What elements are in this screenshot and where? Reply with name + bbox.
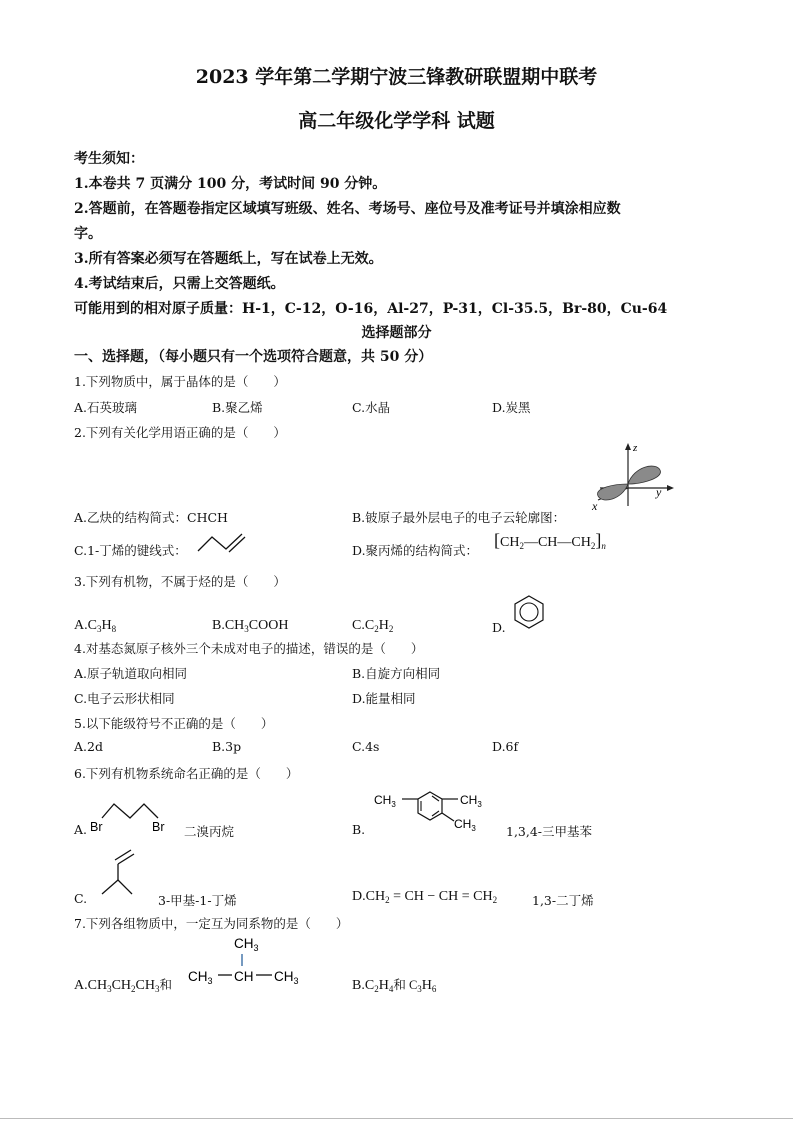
q5-option-d: D.6f <box>492 739 519 754</box>
svg-text:CH3: $CH_3$ <box>374 793 396 809</box>
q2-option-a: A.乙炔的结构简式：CHCH <box>74 510 228 525</box>
q2-stem: 2.下列有关化学用语正确的是（ ） <box>74 425 286 440</box>
q4-option-a: A.原子轨道取向相同 <box>74 666 188 681</box>
q1-option-b: B.聚乙烯 <box>212 400 263 415</box>
q2-option-c: C.1-丁烯的键线式： <box>74 543 187 558</box>
q3-option-a: $A.C_3H_8$ <box>74 618 117 634</box>
q4-option-c: C.电子云形状相同 <box>74 691 175 706</box>
q6-stem: 6.下列有机物系统命名正确的是（ ） <box>74 766 299 781</box>
q3-stem: 3.下列有机物，不属于烃的是（ ） <box>74 574 286 589</box>
q5-option-a: A.2d <box>74 739 103 754</box>
svg-text:CH3: $CH_3$ <box>188 969 213 986</box>
methylbutene-structure <box>96 846 140 902</box>
q6-option-a: A. <box>74 822 88 837</box>
q2-option-b: B.铍原子最外层电子的电子云轮廓图： <box>352 510 566 525</box>
bromine-label-1: Br <box>90 820 103 834</box>
q1-option-d: D.炭黑 <box>492 400 531 415</box>
q3-option-b: $B.CH_3COOH$ <box>212 618 289 634</box>
q7-stem: 7.下列各组物质中，一定互为同系物的是（ ） <box>74 916 349 931</box>
q5-option-c: C.4s <box>352 739 380 754</box>
isobutane-structure <box>186 932 310 988</box>
notice-heading: 考生须知： <box>74 151 144 167</box>
exam-subtitle: 高二年级化学学科 试题 <box>298 110 495 132</box>
dibromopropane-structure <box>88 798 178 838</box>
q1-stem: 1.下列物质中，属于晶体的是（ ） <box>74 374 286 389</box>
q6-d-name: 1,3-二丁烯 <box>532 893 594 908</box>
q1-option-a: A.石英玻璃 <box>74 400 138 415</box>
q6-option-c: C. <box>74 891 88 906</box>
q3-option-d: D. <box>492 620 506 635</box>
exam-title: 2023 学年第二学期宁波三锋教研联盟期中联考 <box>195 66 598 88</box>
q6-b-name: 1,3,4-三甲基苯 <box>506 824 593 839</box>
trimethylbenzene-structure <box>372 786 496 834</box>
q7-option-b: $B.C_2H_4$和 $C_3H_6$ <box>352 978 437 994</box>
q4-option-b: B.自旋方向相同 <box>352 666 441 681</box>
svg-text:CH3: $CH_3$ <box>274 969 299 986</box>
q6-option-d: $D.CH_2$ = CH − CH = $CH_2$ <box>352 889 498 905</box>
q7-option-a: $A.CH_3CH_2CH_3$和 <box>74 978 172 994</box>
notice-item-4: 4.考试结束后，只需上交答题纸。 <box>74 276 285 292</box>
bromine-label-2: Br <box>152 820 165 834</box>
q6-option-b: B. <box>352 822 366 837</box>
svg-text:CH: CH <box>234 969 254 984</box>
q1-option-c: C.水晶 <box>352 400 391 415</box>
q5-option-b: B.3p <box>212 739 242 754</box>
svg-text:CH3: $CH_3$ <box>454 817 476 833</box>
part-title: 选择题部分 <box>361 325 432 341</box>
notice-item-1: 1.本卷共 7 页满分 100 分，考试时间 90 分钟。 <box>74 176 387 192</box>
q4-stem: 4.对基态氮原子核外三个未成对电子的描述，错误的是（ ） <box>74 641 424 656</box>
p-orbital-diagram <box>590 440 680 512</box>
q3-option-c: $C.C_2H_2$ <box>352 618 394 634</box>
page-bottom-rule <box>0 1118 793 1119</box>
axis-y-label: y <box>656 485 662 499</box>
atomic-masses: 可能用到的相对原子质量：H-1，C-12，O-16，Al-27，P-31，Cl-35.5，Br-80，Cu-64 <box>74 301 668 317</box>
q6-c-name: 3-甲基-1-丁烯 <box>158 893 237 908</box>
butene-skeletal-formula <box>196 530 248 554</box>
polypropylene-formula: $[CH_2—CH—CH_2]_n$ <box>494 530 606 551</box>
q4-option-d: D.能量相同 <box>352 691 416 706</box>
axis-x-label: x <box>592 499 598 513</box>
notice-item-2-cont: 字。 <box>74 226 102 242</box>
benzene-ring <box>512 594 546 630</box>
q5-stem: 5.以下能级符号不正确的是（ ） <box>74 716 274 731</box>
svg-text:CH3: $CH_3$ <box>234 936 259 953</box>
svg-text:CH3: $CH_3$ <box>460 793 482 809</box>
notice-item-3: 3.所有答案必须写在答题纸上，写在试卷上无效。 <box>74 251 383 267</box>
q6-a-name: 二溴丙烷 <box>184 824 235 839</box>
section-heading: 一、选择题，（每小题只有一个选项符合题意，共 50 分） <box>74 349 433 365</box>
notice-item-2: 2.答题前，在答题卷指定区域填写班级、姓名、考场号、座位号及准考证号并填涂相应数 <box>74 201 621 217</box>
q2-option-d: D.聚丙烯的结构简式： <box>352 543 479 558</box>
axis-z-label: z <box>633 442 638 454</box>
